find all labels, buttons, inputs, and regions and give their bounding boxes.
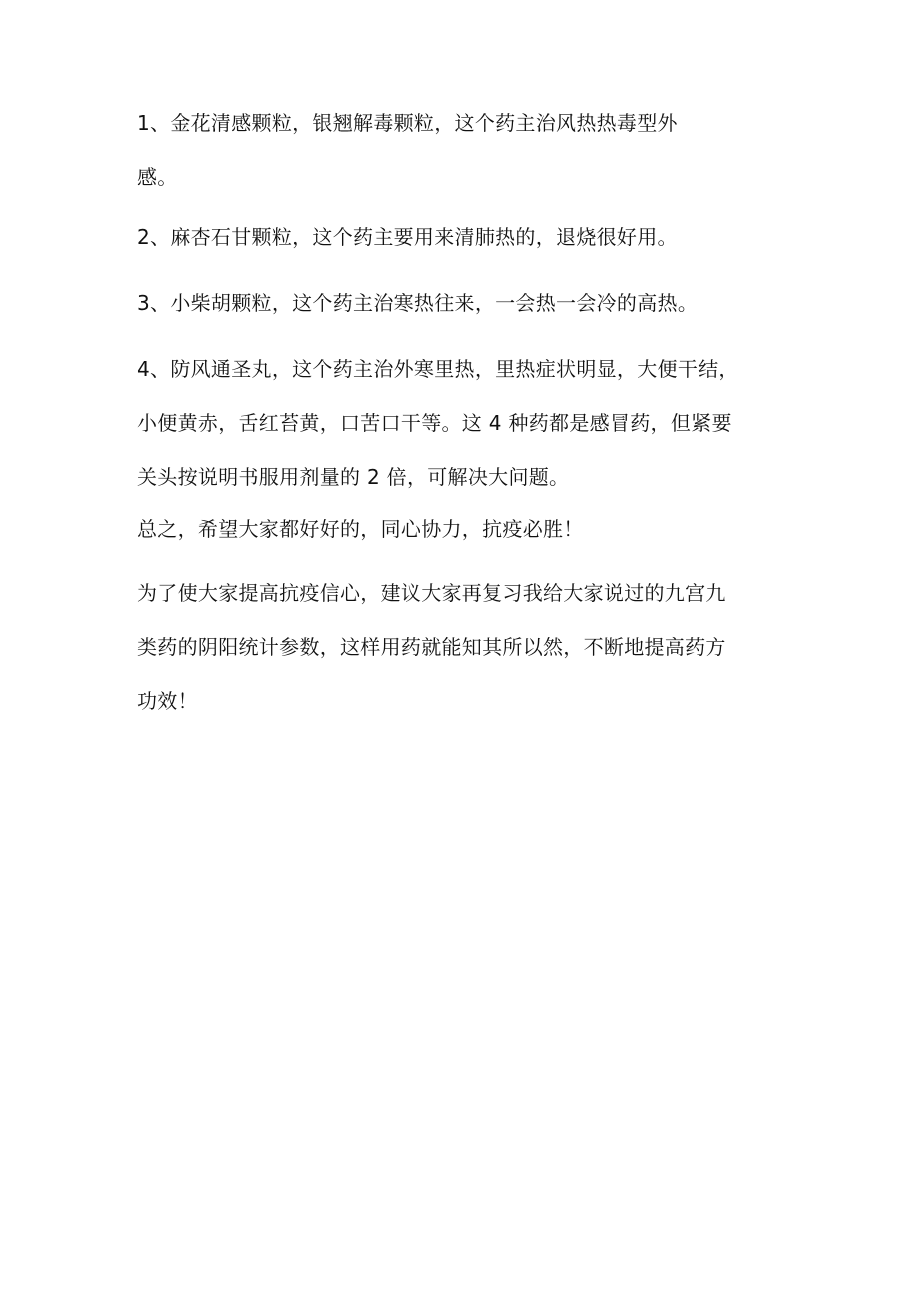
paragraph-line: 1、金花清感颗粒，银翘解毒颗粒，这个药主治风热热毒型外 [137,111,678,135]
paragraph-line: 总之，希望大家都好好的，同心协力，抗疫必胜！ [137,517,584,541]
paragraph-4 [137,342,739,504]
paragraph-2 [137,210,678,264]
paragraph-line: 小便黄赤，舌红苔黄，口苦口干等。这 4 种药都是感冒药，但紧要 [137,411,732,435]
paragraph-6 [137,566,726,728]
paragraph-line: 为了使大家提高抗疫信心，建议大家再复习我给大家说过的九宫九 [137,581,726,605]
paragraph-line: 感。 [137,165,178,189]
paragraph-1 [137,96,678,204]
paragraph-5 [137,502,584,556]
paragraph-line: 3、小柴胡颗粒，这个药主治寒热往来，一会热一会冷的高热。 [137,291,699,315]
paragraph-line: 关头按说明书服用剂量的 2 倍，可解决大问题。 [137,465,570,489]
paragraph-3 [137,276,698,330]
paragraph-line: 功效！ [137,689,198,713]
paragraph-line: 4、防风通圣丸，这个药主治外寒里热，里热症状明显，大便干结， [137,357,739,381]
paragraph-line: 类药的阴阳统计参数，这样用药就能知其所以然，不断地提高药方 [137,635,726,659]
paragraph-line: 2、麻杏石甘颗粒，这个药主要用来清肺热的，退烧很好用。 [137,225,678,249]
